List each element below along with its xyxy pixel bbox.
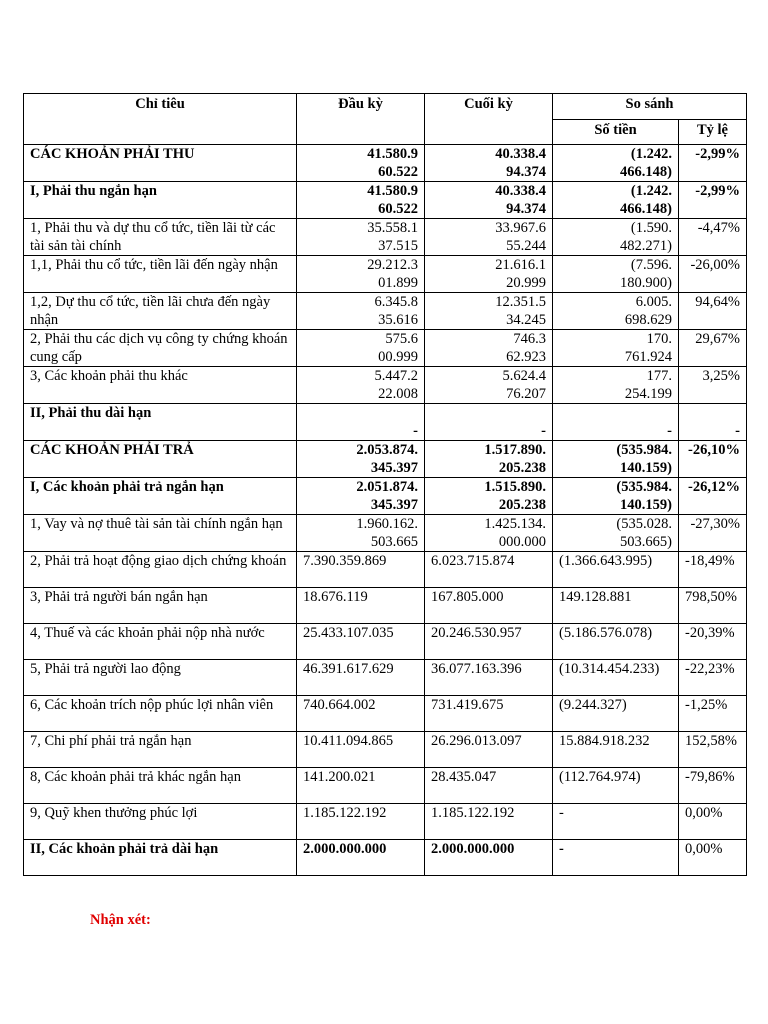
cell-dau-ky: -	[297, 404, 425, 441]
cell-so-tien: -	[553, 404, 679, 441]
cell-dau-ky: 10.411.094.865	[297, 732, 425, 768]
row-label: 4, Thuế và các khoản phải nộp nhà nước	[24, 624, 297, 660]
table-row	[24, 145, 747, 182]
table-row	[24, 552, 747, 588]
cell-so-tien: (5.186.576.078)	[553, 624, 679, 660]
cell-dau-ky: 41.580.9 60.522	[297, 182, 425, 219]
cell-ty-le: -22,23%	[679, 660, 747, 696]
row-label: 1,2, Dự thu cổ tức, tiền lãi chưa đến ngày nhận	[24, 293, 297, 330]
cell-so-tien: (10.314.454.233)	[553, 660, 679, 696]
cell-cuoi-ky: 1.185.122.192	[425, 804, 553, 840]
cell-dau-ky: 1.185.122.192	[297, 804, 425, 840]
row-label: 3, Các khoản phải thu khác	[24, 367, 297, 404]
cell-dau-ky: 46.391.617.629	[297, 660, 425, 696]
cell-dau-ky: 25.433.107.035	[297, 624, 425, 660]
row-label: 9, Quỹ khen thưởng phúc lợi	[24, 804, 297, 840]
cell-dau-ky: 2.000.000.000	[297, 840, 425, 876]
header-dau-ky: Đầu kỳ	[297, 94, 425, 145]
cell-ty-le: -27,30%	[679, 515, 747, 552]
cell-dau-ky: 5.447.2 22.008	[297, 367, 425, 404]
cell-dau-ky: 41.580.9 60.522	[297, 145, 425, 182]
cell-cuoi-ky: 28.435.047	[425, 768, 553, 804]
row-label: CÁC KHOẢN PHẢI THU	[24, 145, 297, 182]
cell-so-tien: (9.244.327)	[553, 696, 679, 732]
table-row	[24, 404, 747, 441]
cell-so-tien: 149.128.881	[553, 588, 679, 624]
cell-ty-le: -18,49%	[679, 552, 747, 588]
cell-ty-le: 798,50%	[679, 588, 747, 624]
cell-ty-le: -2,99%	[679, 145, 747, 182]
cell-so-tien: (7.596. 180.900)	[553, 256, 679, 293]
cell-cuoi-ky: 36.077.163.396	[425, 660, 553, 696]
cell-cuoi-ky: 40.338.4 94.374	[425, 182, 553, 219]
table-row	[24, 660, 747, 696]
table-row	[24, 624, 747, 660]
cell-ty-le: 29,67%	[679, 330, 747, 367]
row-label: 5, Phải trả người lao động	[24, 660, 297, 696]
row-label: 1,1, Phải thu cổ tức, tiền lãi đến ngày nhận	[24, 256, 297, 293]
cell-cuoi-ky: 1.515.890. 205.238	[425, 478, 553, 515]
table-row	[24, 696, 747, 732]
header-ty-le: Tỷ lệ	[679, 120, 747, 145]
row-label: 2, Phải thu các dịch vụ công ty chứng khoán cung cấp	[24, 330, 297, 367]
cell-cuoi-ky: 6.023.715.874	[425, 552, 553, 588]
cell-ty-le: 152,58%	[679, 732, 747, 768]
cell-dau-ky: 7.390.359.869	[297, 552, 425, 588]
cell-dau-ky: 575.6 00.999	[297, 330, 425, 367]
row-label: II, Phải thu dài hạn	[24, 404, 297, 441]
row-label: 1, Phải thu và dự thu cổ tức, tiền lãi từ các tài sản tài chính	[24, 219, 297, 256]
cell-dau-ky: 740.664.002	[297, 696, 425, 732]
cell-cuoi-ky: 731.419.675	[425, 696, 553, 732]
table-row	[24, 256, 747, 293]
row-label: II, Các khoản phải trả dài hạn	[24, 840, 297, 876]
cell-cuoi-ky: 746.3 62.923	[425, 330, 553, 367]
cell-so-tien: (1.242. 466.148)	[553, 145, 679, 182]
cell-ty-le: -26,10%	[679, 441, 747, 478]
cell-ty-le: -	[679, 404, 747, 441]
cell-so-tien: (1.366.643.995)	[553, 552, 679, 588]
cell-so-tien: (112.764.974)	[553, 768, 679, 804]
row-label: 6, Các khoản trích nộp phúc lợi nhân viên	[24, 696, 297, 732]
cell-ty-le: -79,86%	[679, 768, 747, 804]
table-row	[24, 219, 747, 256]
cell-dau-ky: 29.212.3 01.899	[297, 256, 425, 293]
table-row	[24, 478, 747, 515]
table-row	[24, 768, 747, 804]
row-label: I, Các khoản phải trả ngắn hạn	[24, 478, 297, 515]
table-row	[24, 182, 747, 219]
cell-cuoi-ky: -	[425, 404, 553, 441]
cell-cuoi-ky: 40.338.4 94.374	[425, 145, 553, 182]
cell-cuoi-ky: 1.517.890. 205.238	[425, 441, 553, 478]
cell-so-tien: (1.590. 482.271)	[553, 219, 679, 256]
cell-so-tien: 6.005. 698.629	[553, 293, 679, 330]
header-chi-tieu: Chỉ tiêu	[24, 94, 297, 145]
cell-ty-le: -1,25%	[679, 696, 747, 732]
cell-ty-le: -20,39%	[679, 624, 747, 660]
header-cuoi-ky: Cuối kỳ	[425, 94, 553, 145]
table-row	[24, 515, 747, 552]
cell-cuoi-ky: 20.246.530.957	[425, 624, 553, 660]
cell-ty-le: 3,25%	[679, 367, 747, 404]
cell-cuoi-ky: 1.425.134. 000.000	[425, 515, 553, 552]
table-row	[24, 732, 747, 768]
cell-dau-ky: 18.676.119	[297, 588, 425, 624]
table-row	[24, 330, 747, 367]
cell-ty-le: 94,64%	[679, 293, 747, 330]
cell-so-tien: (535.984. 140.159)	[553, 441, 679, 478]
header-so-tien: Số tiền	[553, 120, 679, 145]
cell-dau-ky: 2.053.874. 345.397	[297, 441, 425, 478]
cell-dau-ky: 141.200.021	[297, 768, 425, 804]
cell-ty-le: -26,00%	[679, 256, 747, 293]
header-so-sanh: So sánh	[553, 94, 747, 120]
cell-ty-le: -4,47%	[679, 219, 747, 256]
cell-so-tien: 15.884.918.232	[553, 732, 679, 768]
cell-cuoi-ky: 26.296.013.097	[425, 732, 553, 768]
cell-cuoi-ky: 33.967.6 55.244	[425, 219, 553, 256]
row-label: 2, Phải trả hoạt động giao dịch chứng khoán	[24, 552, 297, 588]
cell-cuoi-ky: 12.351.5 34.245	[425, 293, 553, 330]
cell-ty-le: 0,00%	[679, 840, 747, 876]
table-row	[24, 441, 747, 478]
cell-dau-ky: 6.345.8 35.616	[297, 293, 425, 330]
row-label: CÁC KHOẢN PHẢI TRẢ	[24, 441, 297, 478]
row-label: I, Phải thu ngắn hạn	[24, 182, 297, 219]
table-header	[24, 94, 747, 145]
table-row	[24, 367, 747, 404]
cell-so-tien: -	[553, 804, 679, 840]
cell-dau-ky: 2.051.874. 345.397	[297, 478, 425, 515]
table-body	[24, 145, 747, 876]
table-row	[24, 588, 747, 624]
row-label: 3, Phải trả người bán ngắn hạn	[24, 588, 297, 624]
cell-ty-le: 0,00%	[679, 804, 747, 840]
financial-table	[23, 93, 747, 876]
cell-cuoi-ky: 2.000.000.000	[425, 840, 553, 876]
table-row	[24, 293, 747, 330]
cell-ty-le: -26,12%	[679, 478, 747, 515]
cell-ty-le: -2,99%	[679, 182, 747, 219]
table-row	[24, 840, 747, 876]
cell-dau-ky: 1.960.162. 503.665	[297, 515, 425, 552]
cell-so-tien: (535.028. 503.665)	[553, 515, 679, 552]
row-label: 7, Chi phí phải trả ngắn hạn	[24, 732, 297, 768]
cell-so-tien: (535.984. 140.159)	[553, 478, 679, 515]
cell-cuoi-ky: 21.616.1 20.999	[425, 256, 553, 293]
cell-so-tien: -	[553, 840, 679, 876]
row-label: 8, Các khoản phải trả khác ngắn hạn	[24, 768, 297, 804]
table-row	[24, 804, 747, 840]
cell-so-tien: 177. 254.199	[553, 367, 679, 404]
cell-dau-ky: 35.558.1 37.515	[297, 219, 425, 256]
cell-cuoi-ky: 5.624.4 76.207	[425, 367, 553, 404]
cell-so-tien: (1.242. 466.148)	[553, 182, 679, 219]
cell-so-tien: 170. 761.924	[553, 330, 679, 367]
remark-heading: Nhận xét:	[90, 912, 151, 928]
cell-cuoi-ky: 167.805.000	[425, 588, 553, 624]
row-label: 1, Vay và nợ thuê tài sản tài chính ngắn hạn	[24, 515, 297, 552]
